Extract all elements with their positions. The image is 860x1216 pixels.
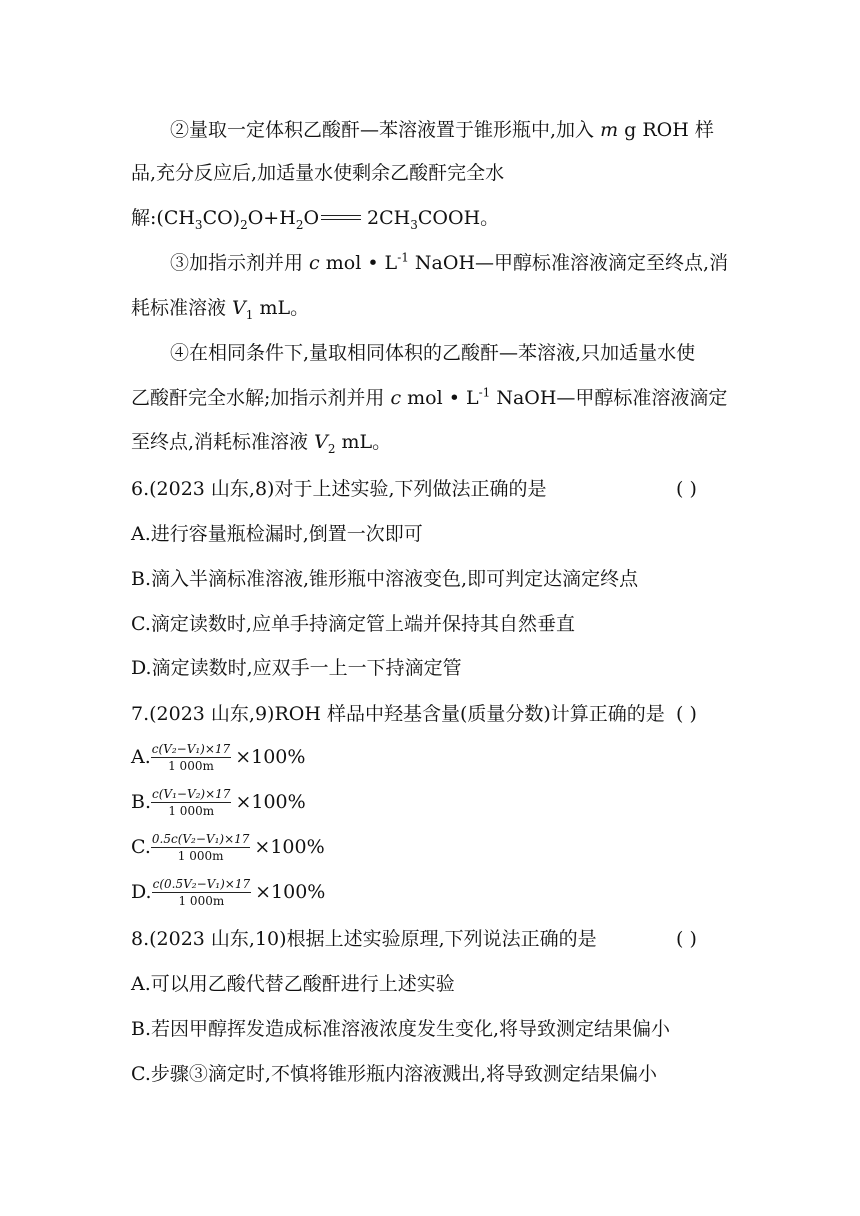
q7-option-d-fraction: $\frac{\text{c(0.5V₂−V₁)×17}}{1 000m}$: [152, 876, 251, 908]
q8-answer-blank: ( ): [676, 928, 697, 950]
q7-option-c: C. $\frac{\text{0.5c(V₂−V₁)×17}}{1 000m}$ ×100%: [131, 831, 325, 863]
q8-option-b: B.若因甲醇挥发造成标准溶液浓度发生变化,将导致测定结果偏小: [131, 1018, 671, 1040]
step4-line2: 乙酸酐完全水解;加指示剂并用 c mol • $L^{-1}$ NaOH—甲醇标准溶液滴定: [131, 385, 728, 409]
q6-option-b: B.滴入半滴标准溶液,锥形瓶中溶液变色,即可判定达滴定终点: [131, 568, 639, 590]
q8-stem: 8.(2023 山东,10)根据上述实验原理,下列说法正确的是: [131, 928, 597, 950]
step4-line1: ④在相同条件下,量取相同体积的乙酸酐—苯溶液,只加适量水使: [170, 342, 696, 364]
q6-option-a: A.进行容量瓶检漏时,倒置一次即可: [131, 523, 423, 545]
q7-option-b-fraction: $\frac{\text{c(V₁−V₂)×17}}{1 000m}$: [152, 786, 231, 818]
q7-option-b: B. $\frac{\text{c(V₁−V₂)×17}}{1 000m}$ ×100%: [131, 786, 306, 818]
step4-line3: 至终点,消耗标准溶液 $V_2$ mL。: [131, 431, 392, 456]
q7-stem: 7.(2023 山东,9)ROH 样品中羟基含量(质量分数)计算正确的是: [131, 703, 665, 725]
q7-option-a: A. $\frac{\text{c(V₂−V₁)×17}}{1 000m}$ ×100%: [131, 741, 306, 773]
q7-answer-blank: ( ): [676, 703, 697, 725]
q6-answer-blank: ( ): [676, 478, 697, 500]
equals-sign-icon: [321, 214, 361, 224]
q6-option-c: C.滴定读数时,应单手持滴定管上端并保持其自然垂直: [131, 613, 575, 635]
q8-option-c: C.步骤③滴定时,不慎将锥形瓶内溶液溅出,将导致测定结果偏小: [131, 1063, 657, 1085]
q7-option-d: D. $\frac{\text{c(0.5V₂−V₁)×17}}{1 000m}$ ×100%: [131, 876, 326, 908]
q6-stem: 6.(2023 山东,8)对于上述实验,下列做法正确的是: [131, 478, 547, 500]
step2-line1: ②量取一定体积乙酸酐—苯溶液置于锥形瓶中,加入 m g ROH 样: [170, 119, 714, 141]
q7-option-c-fraction: $\frac{\text{0.5c(V₂−V₁)×17}}{1 000m}$: [151, 831, 250, 863]
q7-option-a-fraction: $\frac{\text{c(V₂−V₁)×17}}{1 000m}$: [151, 741, 231, 773]
step3-line1: ③加指示剂并用 c mol • $L^{-1}$ NaOH—甲醇标准溶液滴定至终点,消: [170, 250, 729, 274]
step2-equation: 解$:(CH_3CO)_2O+H_2O$ $2CH_3COOH$。: [131, 207, 500, 232]
step2-line2: 品,充分反应后,加适量水使剩余乙酸酐完全水: [131, 162, 505, 184]
q8-option-a: A.可以用乙酸代替乙酸酐进行上述实验: [131, 973, 455, 995]
q6-option-d: D.滴定读数时,应双手一上一下持滴定管: [131, 657, 462, 679]
step3-line2: 耗标准溶液 $V_1$ mL。: [131, 297, 310, 322]
